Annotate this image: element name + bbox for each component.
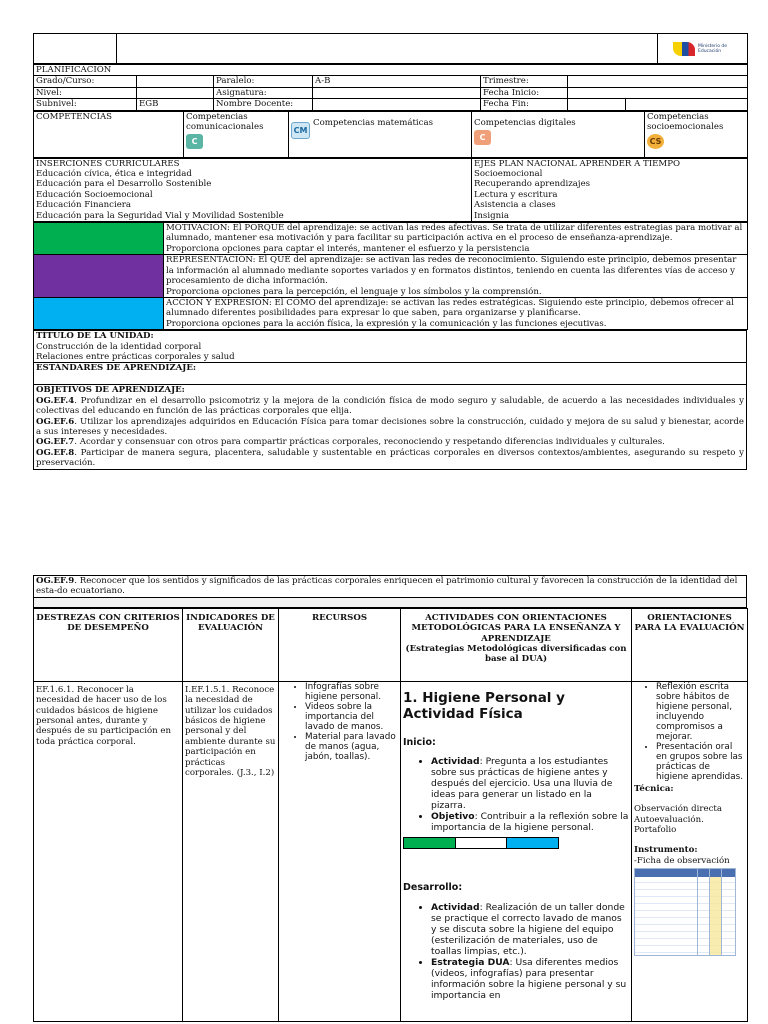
titulo-line: Relaciones entre prácticas corporales y salud — [36, 351, 235, 362]
comp-socioemocionales — [645, 111, 748, 157]
logo-text: Ministerio de Educación — [698, 43, 728, 54]
insercion-item: Educación para el Desarrollo Sostenible — [36, 179, 212, 190]
desarrollo-list — [403, 902, 629, 1001]
fecha-inicio-value[interactable] — [568, 87, 748, 98]
dua-green — [404, 838, 455, 848]
inicio-list — [403, 756, 629, 833]
inserciones-table — [33, 158, 748, 222]
accion-color — [34, 297, 164, 329]
info-table — [33, 64, 748, 111]
planning-sheet-top — [33, 33, 747, 470]
fecha-fin-label: Fecha Fin: — [481, 99, 568, 110]
comp-com-label: Competencias comunicacionales — [186, 111, 264, 133]
representacion-color — [34, 255, 164, 298]
objetivo-item: OG.EF.7. Acordar y consensuar con otros para compartir prácticas corporales, reconociendo y respetando diferencias individuales y culturales. — [36, 437, 665, 448]
indicador-cell: I.EF.1.5.1. Reconoce la necesidad de utilizar los cuidados básicos de higiene personal y del ambiente durante su participación en prácticas corporales. (J.3., I.2) — [183, 681, 279, 1021]
comp-matematicas — [289, 111, 472, 157]
comp-dig-label: Competencias digitales — [474, 117, 576, 128]
og9-table — [33, 575, 747, 608]
col-orientaciones: ORIENTACIONES PARA LA EVALUACIÓN — [632, 608, 748, 681]
header-table — [33, 33, 748, 64]
representacion-cell — [164, 255, 748, 298]
tecnica-label: Técnica: — [634, 783, 674, 794]
representacion-subtext: Proporciona opciones para la percepción, el lenguaje y los símbolos y la comprensión. — [166, 286, 542, 297]
eje-item: Socioemocional — [474, 169, 543, 180]
observation-sheet-thumbnail — [634, 868, 736, 956]
orientacion-item: • Reflexión escrita sobre hábitos de higiene personal, incluyendo compromisos a mejorar. — [656, 682, 745, 742]
titulo-label: TÍTULO DE LA UNIDAD: — [36, 331, 154, 342]
asignatura-value[interactable] — [313, 87, 481, 98]
planning-sheet-bottom — [33, 575, 747, 1022]
orientaciones-cell — [632, 681, 748, 1021]
header-cell-title — [117, 34, 658, 64]
estandares-label: ESTÁNDARES DE APRENDIZAJE: — [36, 363, 197, 374]
instrumento-label: Instrumento: — [634, 845, 698, 856]
logo-cell — [658, 34, 748, 64]
motivacion-text: MOTIVACIÓN: El PORQUÉ del aprendizaje: se activan las redes afectivas. Se trata de utilizar diferentes estrategias para motivar al alumnado, mantener esa motivación y para facilitar su participación activa en el proceso de enseñanza-aprendizaje. — [166, 223, 743, 244]
dua-table — [33, 222, 748, 330]
subnivel-value[interactable]: EGB — [137, 99, 214, 110]
accion-text: ACCIÓN Y EXPRESIÓN: El CÓMO del aprendizaje: se activan las redes estratégicas. Siguiendo este principio, debemos ofrecer al alumnado diferentes posibilidades para expresar lo que saben, para organizarse y planificarse. — [166, 297, 734, 319]
dua-white — [455, 838, 508, 848]
tecnica-item: Observación directa — [634, 804, 722, 815]
desarrollo-heading: Desarrollo: — [403, 882, 463, 894]
fecha-fin-extra — [626, 99, 748, 110]
inserciones-title: INSERCIONES CURRICULARES — [36, 158, 180, 169]
socioemotional-cs-icon: CS — [647, 134, 664, 149]
motivacion-color — [34, 223, 164, 255]
objetivos-cell — [34, 385, 747, 469]
accion-subtext: Proporciona opciones para la acción física, la expresión y la comunicación y las funciones ejecutivas. — [166, 318, 607, 329]
insercion-item: Educación cívica, ética e integridad — [36, 169, 192, 180]
motivacion-subtext: Proporciona opciones para captar el interés, mantener el esfuerzo y la persistencia — [166, 243, 530, 254]
nivel-value[interactable] — [137, 87, 214, 98]
paralelo-value[interactable]: A-B — [313, 76, 481, 87]
eje-item: Recuperando aprendizajes — [474, 179, 591, 190]
competencias-table — [33, 111, 748, 158]
objetivo-item: OG.EF.4. Profundizar en el desarrollo psicomotriz y la mejora de la condición física de modo seguro y saludable, de acuerdo a las necesidades individuales y colectivas del educando en función de las prácticas corporales que elija. — [36, 395, 744, 417]
fecha-fin-value[interactable] — [568, 99, 626, 110]
insercion-item: Educación Financiera — [36, 200, 132, 211]
destreza-cell: EF.1.6.1. Reconocer la necesidad de hacer uso de los cuidados básicos de higiene personal antes, durante y después de su participación en toda práctica corporal. — [34, 681, 183, 1021]
paralelo-label: Paralelo: — [214, 76, 313, 87]
objetivos-label: OBJETIVOS DE APRENDIZAJE: — [36, 385, 185, 396]
fecha-inicio-label: Fecha Inicio: — [481, 87, 568, 98]
orientaciones-list — [634, 682, 745, 782]
recurso-item: • Infografías sobre higiene personal. — [305, 682, 398, 702]
ejes-cell — [472, 158, 748, 221]
col-actividades — [401, 608, 632, 681]
col-destrezas: DESTREZAS CON CRITERIOS DE DESEMPEÑO — [34, 608, 183, 681]
comp-comunicacionales — [184, 111, 289, 157]
instrumento-value: -Ficha de observación — [634, 855, 730, 866]
orientacion-item: • Presentación oral en grupos sobre las prácticas de higiene aprendidas. — [656, 742, 745, 782]
dua-color-bar — [403, 837, 559, 849]
recurso-item: • Material para lavado de manos (agua, jabón, toallas). — [305, 732, 398, 762]
inicio-item: • Objetivo: Contribuir a la reflexión sobre la importancia de la higiene personal. — [431, 811, 629, 833]
grado-label: Grado/Curso: — [34, 76, 137, 87]
nivel-label: Nivel: — [34, 87, 137, 98]
col-actividades-subtitle: (Estrategias Metodológicas diversificadas con base al DUA) — [405, 644, 627, 665]
inicio-heading: Inicio: — [403, 736, 436, 748]
header-cell-blank — [34, 34, 117, 64]
ministry-logo — [660, 42, 745, 56]
flag-icon — [673, 42, 695, 56]
motivacion-cell — [164, 223, 748, 255]
ejes-title: EJES PLAN NACIONAL APRENDER A TIEMPO — [474, 158, 681, 169]
objetivo-item: OG.EF.8. Participar de manera segura, placentera, saludable y sustentable en prácticas corporales en diversos contextos/ambientes, asegurando su respeto y preservación. — [36, 447, 744, 469]
desarrollo-item: • Actividad: Realización de un taller donde se practique el correcto lavado de manos y se discuta sobre la higiene del equipo (esterilización de materiales, uso de toallas limpias, etc.). — [431, 902, 629, 957]
objetivo-item: OG.EF.6. Utilizar los aprendizajes adquiridos en Educación Física para tomar decisiones sobre la construcción, cuidado y mejora de su salud y bienestar, acorde a sus intereses y necesidades. — [36, 416, 744, 437]
docente-value[interactable] — [313, 99, 481, 110]
comp-digitales — [472, 111, 645, 157]
tecnica-item: Autoevaluación. — [634, 814, 704, 825]
col-actividades-title: ACTIVIDADES CON ORIENTACIONES METODOLÓGICAS PARA LA ENSEÑANZA Y APRENDIZAJE — [411, 612, 621, 644]
unidad-table — [33, 330, 747, 469]
plan-label: PLANIFICACIÓN — [34, 65, 748, 76]
comp-soc-label: Competencias socioemocionales — [647, 111, 724, 133]
inserciones-cell — [34, 158, 472, 221]
digital-monitor-icon: C — [474, 130, 491, 145]
titulo-line: Construcción de la identidad corporal — [36, 341, 202, 352]
og9-text: . Reconocer que los sentidos y significados de las prácticas corporales enriquecen el patrimonio cultural y favorecen la construcción de la identidad del esta-do ecuatoriano. — [36, 576, 738, 597]
og9-cell — [34, 576, 747, 598]
activities-table — [33, 608, 748, 1022]
desarrollo-item: • Estrategia DUA: Usa diferentes medios (videos, infografías) para presentar información sobre la higiene personal y su importancia en — [431, 957, 629, 1001]
subnivel-label: Subnivel: — [34, 99, 137, 110]
tecnica-item: Portafolio — [634, 825, 677, 836]
math-cm-icon: CM — [291, 122, 310, 139]
insercion-item: Educación Socioemocional — [36, 189, 153, 200]
comp-mat-label: Competencias matemáticas — [313, 117, 434, 128]
og9-code: OG.EF.9 — [36, 576, 75, 586]
accion-cell — [164, 297, 748, 329]
recurso-item: • Videos sobre la importancia del lavado de manos. — [305, 702, 398, 732]
col-recursos: RECURSOS — [279, 608, 401, 681]
grado-value[interactable] — [137, 76, 214, 87]
trimestre-value[interactable] — [568, 76, 748, 87]
eje-item: Lectura y escritura — [474, 189, 558, 200]
col-indicadores: INDICADORES DE EVALUACIÓN — [183, 608, 279, 681]
estandares-cell — [34, 363, 747, 385]
insercion-item: Educación para la Seguridad Vial y Movilidad Sostenible — [36, 210, 284, 221]
inicio-item: • Actividad: Pregunta a los estudiantes sobre sus prácticas de higiene antes y después del ejercicio. Usa una lluvia de ideas para generar un listado en la pizarra. — [431, 756, 629, 811]
titulo-cell — [34, 331, 747, 363]
recursos-cell — [279, 681, 401, 1021]
competencias-label: COMPETENCIAS — [34, 111, 184, 157]
asignatura-label: Asignatura: — [214, 87, 313, 98]
eje-item: Insignia — [474, 210, 509, 221]
actividades-cell — [401, 681, 632, 1021]
communication-c-icon: C — [186, 134, 203, 149]
activity-title: 1. Higiene Personal y Actividad Física — [403, 689, 565, 722]
dua-blue — [507, 838, 558, 848]
eje-item: Asistencia a clases — [474, 200, 556, 211]
trimestre-label: Trimestre: — [481, 76, 568, 87]
og9-spacer — [34, 597, 747, 607]
recursos-list — [281, 682, 398, 762]
representacion-text: REPRESENTACIÓN: El QUÉ del aprendizaje: se activan las redes de reconocimiento. Siguiendo este principio, debemos presentar la información al alumnado mediante soportes variados y en formatos distintos, teniendo en cuenta las diferentes vías de acceso y procesamiento de dicha información. — [166, 255, 737, 287]
docente-label: Nombre Docente: — [214, 99, 313, 110]
